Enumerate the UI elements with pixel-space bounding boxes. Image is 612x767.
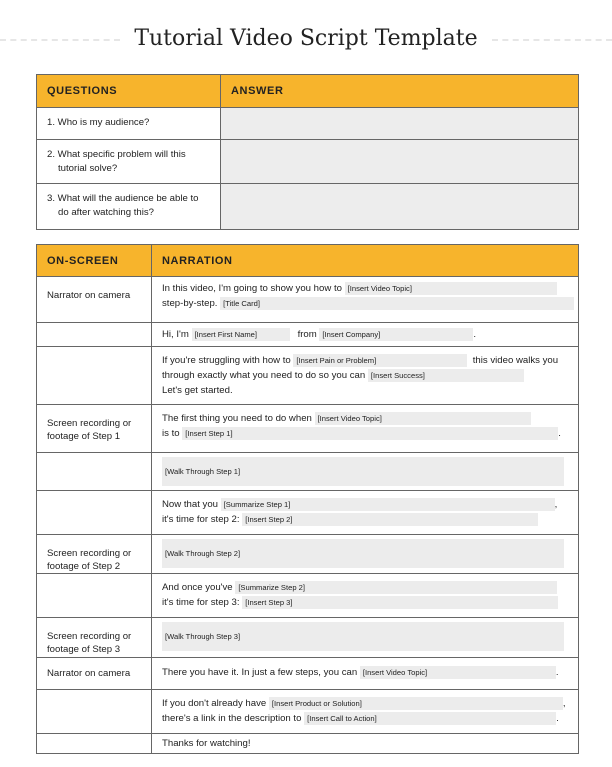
table-row (37, 535, 579, 574)
question-text: 1. Who is my audience? (47, 117, 150, 128)
narration-text: If you don't already have (162, 698, 267, 709)
title-area (0, 22, 612, 58)
table-row (37, 347, 579, 405)
onscreen-text: Narrator on camera (47, 668, 131, 679)
answer-field[interactable] (221, 184, 579, 230)
narration-punct: . (558, 428, 561, 439)
narration-text: In this video, I'm going to show you how to (162, 283, 342, 294)
table-row (37, 690, 579, 734)
narration-punct: , (562, 698, 566, 709)
narration-punct: . (473, 329, 477, 340)
onscreen-cell (37, 690, 152, 734)
question-cell (37, 108, 221, 140)
placeholder-field[interactable]: [Insert Step 3] (242, 596, 558, 609)
narration-cell (152, 277, 579, 323)
question-row (37, 184, 579, 230)
table-row (37, 574, 579, 618)
onscreen-cell (37, 405, 152, 453)
narration-text: The first thing you need to do when (162, 413, 312, 424)
table-row (37, 277, 579, 323)
onscreen-text: Screen recording or (47, 548, 132, 559)
narration-text: If you're struggling with how to (162, 355, 291, 366)
onscreen-text: Screen recording or (47, 418, 132, 429)
table-row (37, 658, 579, 690)
question-text: 2. What specific problem will this (47, 149, 186, 160)
placeholder-field[interactable]: [Insert Call to Action] (304, 712, 556, 725)
onscreen-cell (37, 347, 152, 405)
placeholder-field[interactable]: [Insert Success] (368, 369, 524, 382)
questions-header: QUESTIONS (37, 75, 221, 108)
onscreen-cell (37, 658, 152, 690)
placeholder-block[interactable]: [Walk Through Step 1] (162, 457, 564, 486)
questions-table (36, 74, 579, 230)
narration-cell (152, 491, 579, 535)
onscreen-cell (37, 734, 152, 754)
narration-text: from (297, 329, 317, 340)
placeholder-field[interactable]: [Summarize Step 2] (235, 581, 557, 594)
answer-field[interactable] (221, 140, 579, 184)
narration-text: step-by-step. (162, 298, 218, 309)
question-text: tutorial solve? (58, 163, 118, 174)
narration-text: there's a link in the description to (162, 713, 302, 724)
script-table (36, 244, 579, 754)
onscreen-text: Screen recording or (47, 631, 132, 642)
placeholder-block[interactable]: [Walk Through Step 2] (162, 539, 564, 568)
placeholder-block[interactable]: [Walk Through Step 3] (162, 622, 564, 651)
onscreen-cell (37, 453, 152, 491)
narration-text: it's time for step 2: (162, 514, 240, 525)
narration-cell (152, 453, 579, 491)
question-text: 3. What will the audience be able to (47, 193, 199, 204)
narration-cell (152, 405, 579, 453)
placeholder-field[interactable]: [Insert Pain or Problem] (293, 354, 467, 367)
placeholder-field[interactable]: [Insert Product or Solution] (269, 697, 563, 710)
question-row (37, 108, 579, 140)
question-cell (37, 184, 221, 230)
narration-punct: . (556, 713, 559, 724)
table-row (37, 734, 579, 754)
question-text: do after watching this? (58, 207, 154, 218)
narration-text: There you have it. In just a few steps, you can (162, 667, 358, 678)
narration-text: through exactly what you need to do so you can (162, 370, 366, 381)
narration-text: Now that you (162, 499, 218, 510)
onscreen-text: footage of Step 1 (47, 431, 121, 442)
narration-cell (152, 618, 579, 658)
onscreen-header: ON-SCREEN (37, 245, 152, 277)
placeholder-field[interactable]: [Insert First Name] (192, 328, 290, 341)
narration-text: And once you've (162, 582, 233, 593)
narration-text: Let's get started. (162, 385, 233, 396)
page-title: Tutorial Video Script Template (134, 26, 478, 51)
onscreen-text: footage of Step 2 (47, 561, 121, 572)
placeholder-field[interactable]: [Summarize Step 1] (221, 498, 555, 511)
placeholder-field[interactable]: [Insert Video Topic] (360, 666, 556, 679)
narration-cell (152, 658, 579, 690)
narration-text: Thanks for watching! (162, 738, 251, 749)
question-cell (37, 140, 221, 184)
table-row (37, 491, 579, 535)
table-row (37, 618, 579, 658)
onscreen-cell (37, 574, 152, 618)
narration-cell (152, 323, 579, 347)
onscreen-cell (37, 323, 152, 347)
table-row (37, 453, 579, 491)
narration-cell (152, 690, 579, 734)
onscreen-cell (37, 277, 152, 323)
narration-header: NARRATION (152, 245, 579, 277)
onscreen-text: footage of Step 3 (47, 644, 121, 655)
narration-text: Hi, I'm (162, 329, 189, 340)
placeholder-field[interactable]: [Insert Step 1] (182, 427, 558, 440)
narration-text: this video walks you (472, 355, 559, 366)
question-row (37, 140, 579, 184)
onscreen-cell (37, 535, 152, 574)
narration-text: it's time for step 3: (162, 597, 240, 608)
narration-punct: . (555, 667, 559, 678)
onscreen-cell (37, 491, 152, 535)
placeholder-field[interactable]: [Title Card] (220, 297, 574, 310)
narration-text: is to (162, 428, 180, 439)
narration-cell (152, 734, 579, 754)
answer-field[interactable] (221, 108, 579, 140)
narration-cell (152, 347, 579, 405)
narration-cell (152, 535, 579, 574)
onscreen-text: Narrator on camera (47, 290, 131, 301)
table-row (37, 405, 579, 453)
table-row (37, 323, 579, 347)
placeholder-field[interactable]: [Insert Company] (319, 328, 473, 341)
placeholder-field[interactable]: [Insert Video Topic] (315, 412, 531, 425)
onscreen-cell (37, 618, 152, 658)
narration-punct: , (554, 499, 558, 510)
placeholder-field[interactable]: [Insert Step 2] (242, 513, 538, 526)
narration-cell (152, 574, 579, 618)
answer-header: ANSWER (221, 75, 579, 108)
placeholder-field[interactable]: [Insert Video Topic] (345, 282, 557, 295)
